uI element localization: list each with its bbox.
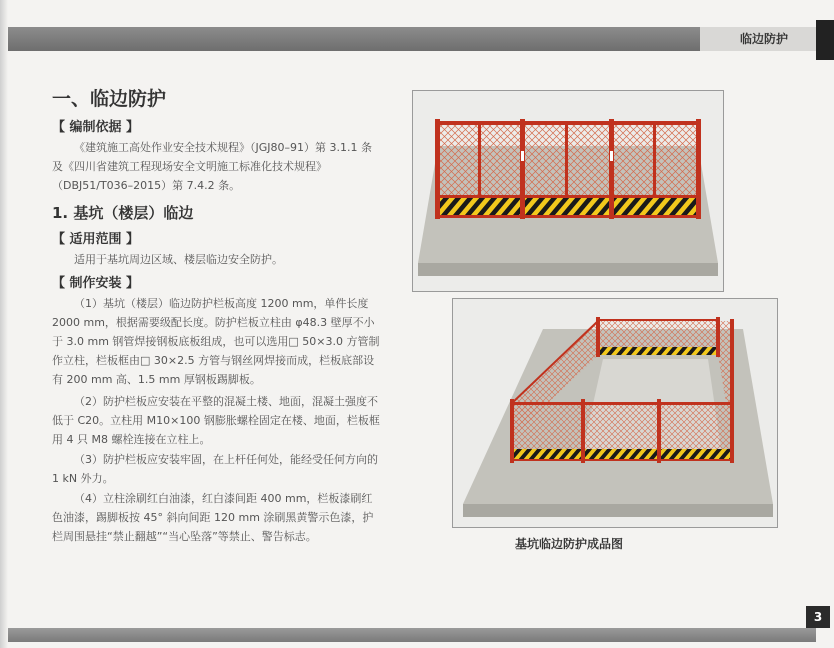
page-title: 一、临边防护 [52, 88, 167, 110]
fence-pit-photo [452, 298, 778, 528]
page-edge-shadow [0, 0, 8, 648]
install-item-1: （1）基坑（楼层）临边防护栏板高度 1200 mm，单件长度 2000 mm，根据需要级配长度。防护栏板立柱由 φ48.3 壁厚不小于 3.0 mm 钢管焊接钢板底板组成，也可以选用□ 50×3.0 方管制作立柱，栏板框由□ 30×2.5 方管与钢丝网焊接而成，栏板底部设有 200 mm 高、1.5 mm 厚钢板踢脚板。 [52, 297, 380, 386]
header-bar [8, 27, 816, 51]
figure-caption: 基坑临边防护成品图 [515, 537, 624, 551]
install-item-4: （4）立柱涂刷红白油漆，红白漆间距 400 mm，栏板漆刷红色油漆，踢脚板按 45° 斜向间距 120 mm 涂刷黑黄警示色漆，护栏周围悬挂“禁止翻越”“当心坠落”等禁止、警告标志。 [52, 492, 374, 543]
scope-heading: 【 适用范围 】 [52, 232, 140, 247]
scope-text: 适用于基坑周边区域、楼层临边安全防护。 [74, 253, 283, 266]
install-item-2: （2）防护栏板应安装在平整的混凝土楼、地面，混凝土强度不低于 C20。立柱用 M10×100 钢膨胀螺栓固定在楼、地面，栏板框用 4 只 M8 螺栓连接在立柱上。 [52, 395, 380, 446]
subsection-title: 1. 基坑（楼层）临边 [52, 204, 194, 222]
basis-text: 《建筑施工高处作业安全技术规程》（JGJ80–91）第 3.1.1 条及《四川省建筑工程现场安全文明施工标准化技术规程》（DBJ51/T036–2015）第 7.4.2 条。 [52, 141, 372, 192]
footer-bar [8, 628, 816, 642]
page-edge-tab [816, 20, 834, 60]
install-heading: 【 制作安装 】 [52, 276, 140, 291]
install-item-3: （3）防护栏板应安装牢固，在上杆任何处，能经受任何方向的 1 kN 外力。 [52, 453, 378, 485]
fence-straight-photo [412, 90, 724, 292]
basis-heading: 【 编制依据 】 [52, 120, 140, 135]
page-number: 3 [806, 606, 830, 628]
header-section-label: 临边防护 [739, 32, 788, 46]
